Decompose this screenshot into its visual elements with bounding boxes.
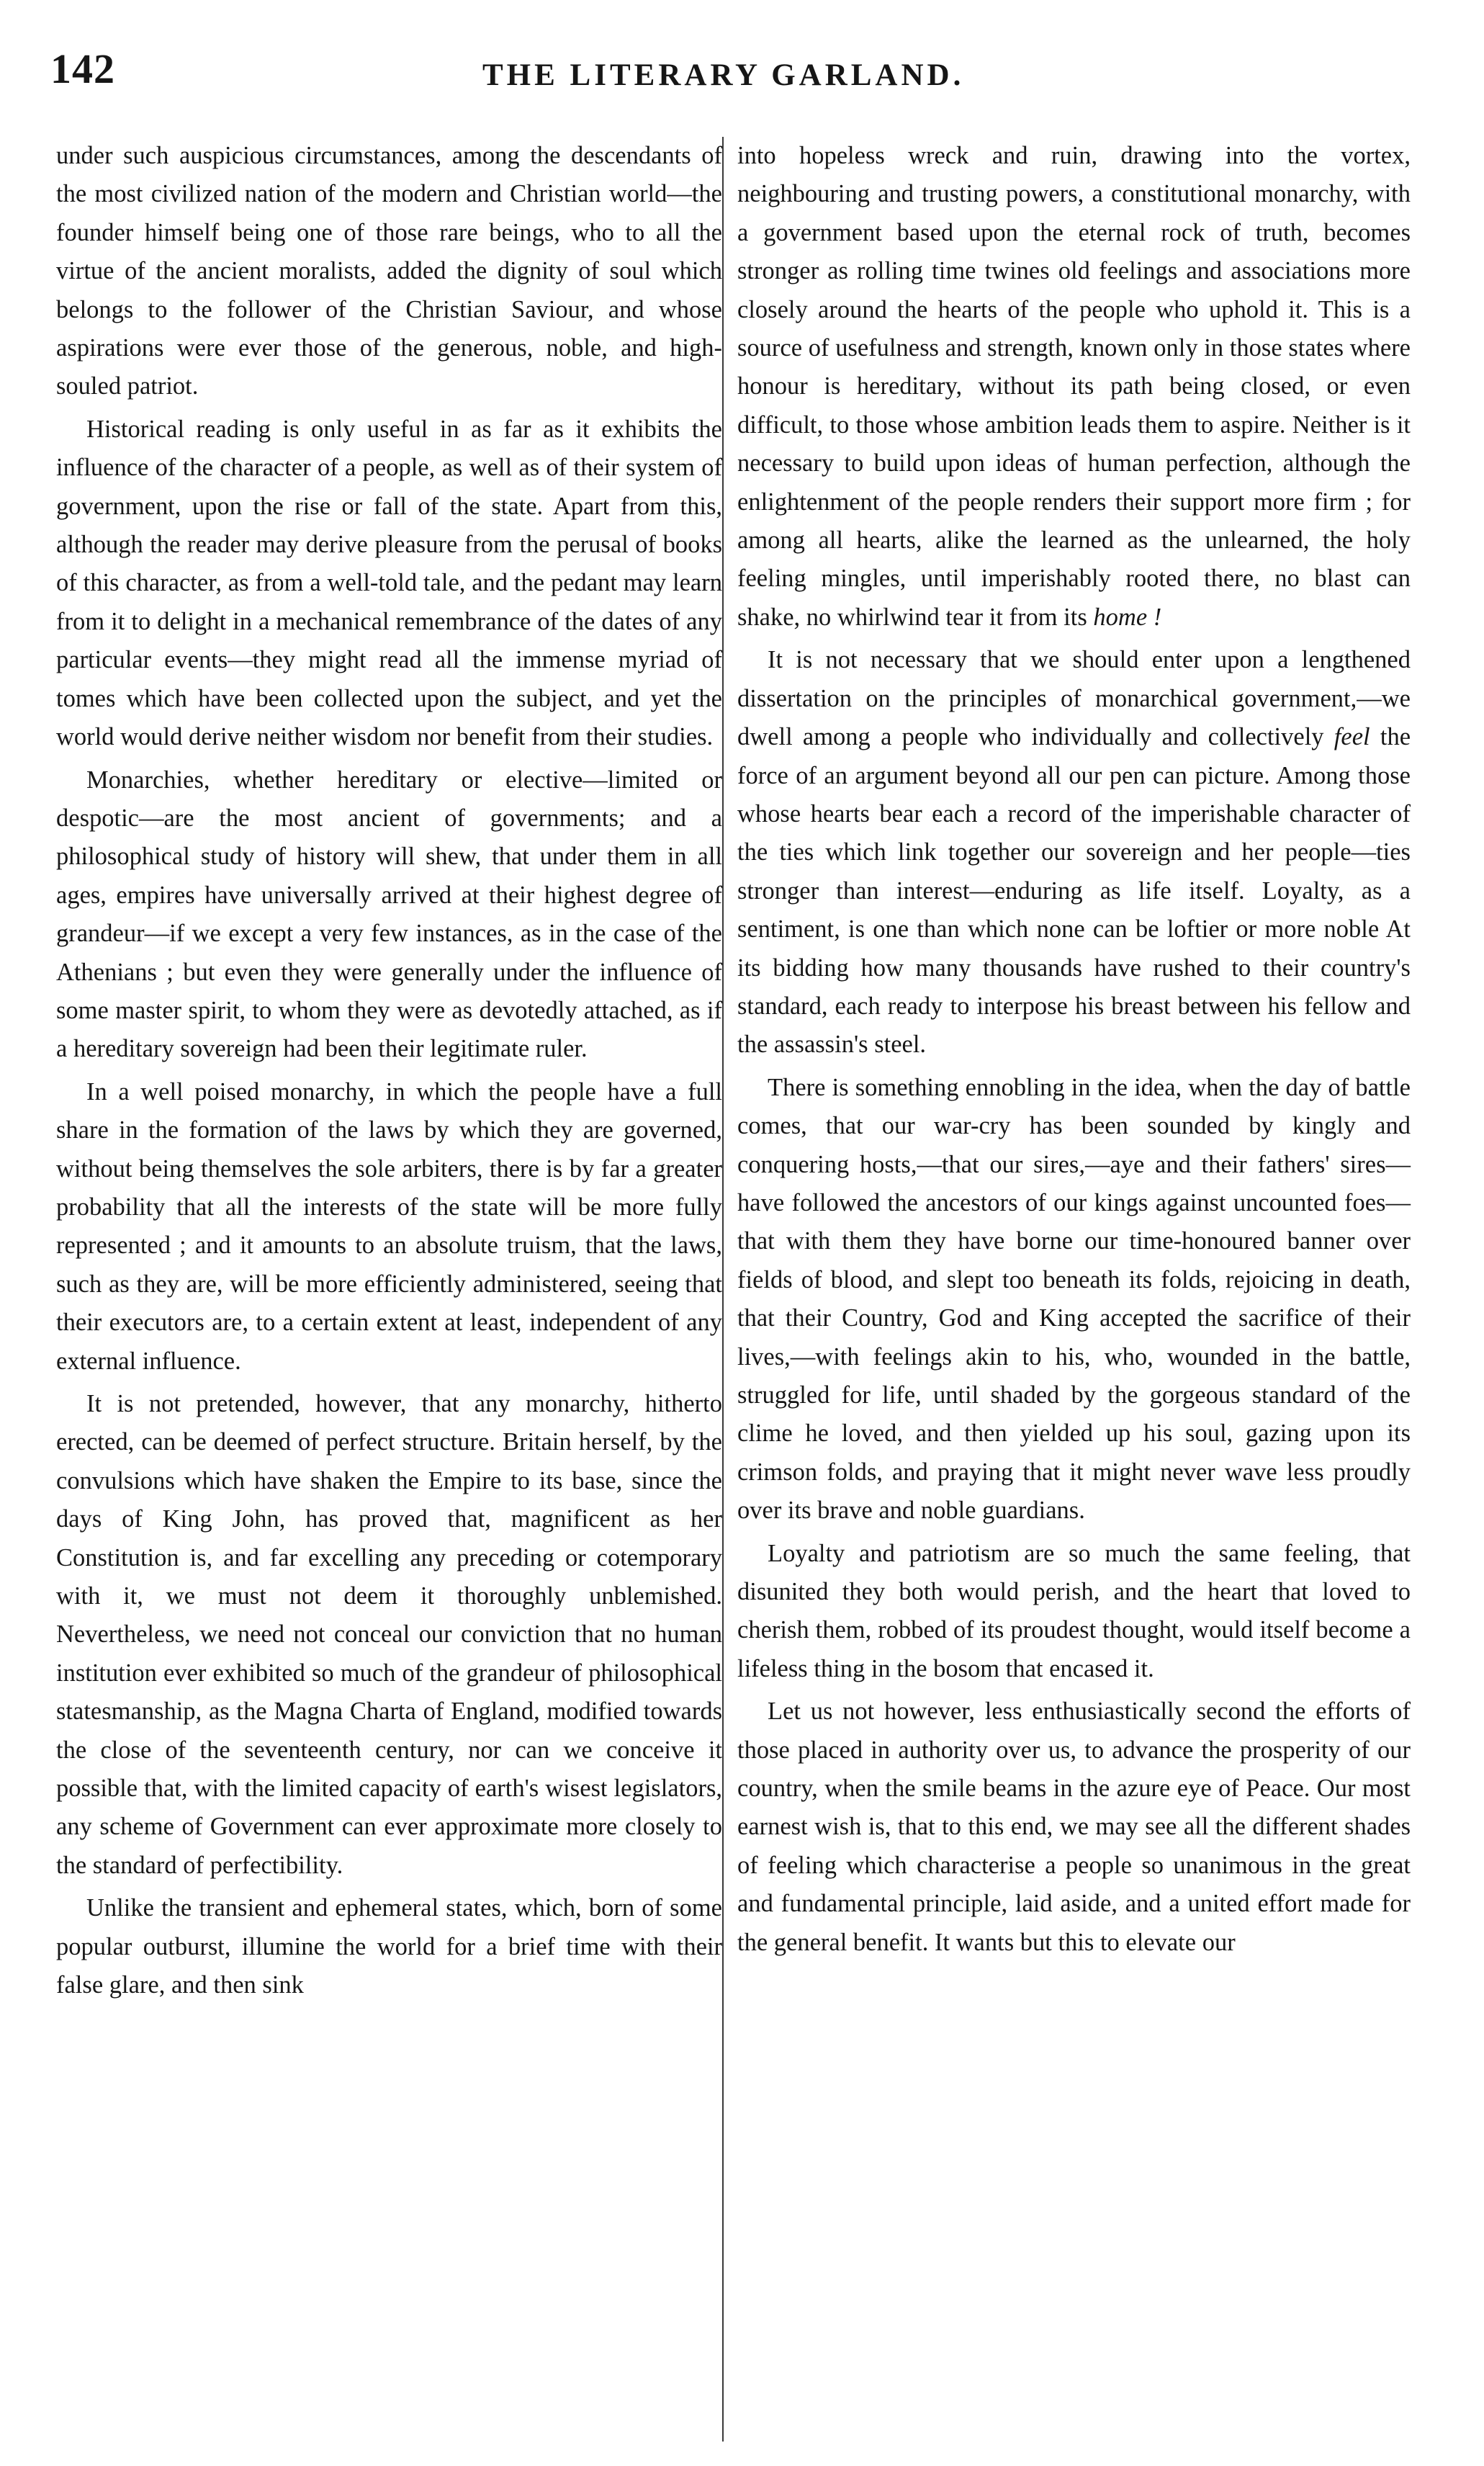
paragraph: Unlike the transient and ephemeral states, which, born of some popular outburst, illumine the world for a brief time with their false glare, and then sink bbox=[56, 1894, 722, 1999]
right-column bbox=[737, 137, 1411, 1962]
paragraph-text: into hopeless wreck and ruin, drawing into the vortex, neighbouring and trusting powers, a constitutional monarchy, with a government based upon the eternal rock of truth, becomes stronger as rolling time twines old feelings and associations more closely around the hearts of the people who uphold it. This is a source of usefulness and strength, known only in those states where honour is hereditary, without its path being closed, or even difficult, to those whose ambition leads them to aspire. Neither is it necessary to build upon ideas of human perfection, although the enlightenment of the people renders their support more firm ; for among all hearts, alike the learned as the unlearned, the holy feeling mingles, until imperishably rooted there, no blast can shake, no whirlwind tear it from its bbox=[737, 142, 1411, 631]
paragraph: Loyalty and patriotism are so much the same feeling, that disunited they both would perish, and the heart that loved to cherish them, robbed of its proudest thought, would itself become a lifeless thing in the bosom that encased it. bbox=[737, 1539, 1411, 1682]
left-column bbox=[56, 137, 722, 2005]
page-header bbox=[50, 45, 1426, 109]
paragraph: Monarchies, whether hereditary or elective—limited or despotic—are the most ancient of governments; and a philosophical study of history will shew, that under them in all ages, empires have universally arrived at their highest degree of grandeur—if we except a very few instances, as in the case of the Athenians ; but even they were generally under the influence of some master spirit, to whom they were as devotedly attached, as if a hereditary sovereign had been their legitimate ruler. bbox=[56, 766, 722, 1063]
column-divider bbox=[722, 137, 724, 2442]
paragraph: In a well poised monarchy, in which the people have a full share in the formation of the laws by which they are governed, without being themselves the sole arbiters, there is by far a greater probability that all the interests of the state will be more fully represented ; and it amounts to an absolute truism, that the laws, such as they are, will be more efficiently administered, seeing that their executors are, to a certain extent at least, independent of any external influence. bbox=[56, 1077, 722, 1375]
emphasis-text: feel bbox=[1334, 723, 1370, 751]
paragraph: Historical reading is only useful in as far as it exhibits the influence of the character of a people, as well as of their system of government, upon the rise or fall of the state. Apart from this, although the reader may derive pleasure from the perusal of books of this character, as from a well-told tale, and the pedant may learn from it to delight in a mechanical remembrance of the dates of any particular events—they might read all the immense myriad of tomes which have been collected upon the subject, and yet the world would derive neither wisdom nor benefit from their studies. bbox=[56, 415, 722, 751]
page-number: 142 bbox=[50, 45, 115, 92]
paragraph bbox=[737, 641, 1411, 1064]
paragraph: There is something ennobling in the idea, when the day of battle comes, that our war-cry has been sounded by kingly and conquering hosts,—that our sires,—aye and their fathers' sires—have followed the ancestors of our kings against uncounted foes—that with them they have borne our time-honoured banner over fields of blood, and slept too beneath its folds, rejoicing in death, that their Country, God and King accepted the sacrifice of their lives,—with feelings akin to his, who, wounded in the battle, struggled for life, until shaded by the gorgeous standard of the clime he loved, and then yielded up his soul, gazing upon its crimson folds, and praying that it might never wave less proudly over its brave and noble guardians. bbox=[737, 1073, 1411, 1525]
paragraph-continued: under such auspicious circumstances, among the descendants of the most civilized nation of the modern and Christian world—the founder himself being one of those rare beings, who to all the virtue of the ancient moralists, added the dignity of soul which belongs to the follower of the Christian Saviour, and whose aspirations were ever those of the generous, noble, and high-souled patriot. bbox=[56, 142, 722, 400]
paragraph: It is not pretended, however, that any monarchy, hitherto erected, can be deemed of perfect structure. Britain herself, by the convulsions which have shaken the Empire to its base, since the days of King John, has proved that, magnificent as her Constitution is, and far excelling any preceding or cotemporary with it, we must not deem it thoroughly unblemished. Nevertheless, we need not conceal our conviction that no human institution ever exhibited so much of the grandeur of philosophical statesmanship, as the Magna Charta of England, modified towards the close of the seventeenth century, nor can we conceive it possible that, with the limited capacity of earth's wisest legislators, any scheme of Government can ever approximate more closely to the standard of perfectibility. bbox=[56, 1390, 722, 1879]
paragraph-text: the force of an argument beyond all our pen can picture. Among those whose hearts bear each a record of the imperishable character of the ties which link together our sovereign and her people—ties stronger than interest—enduring as life itself. Loyalty, as a sentiment, is one than which none can be loftier or more noble At its bidding how many thousands have rushed to their country's standard, each ready to interpose his breast between his fellow and the assassin's steel. bbox=[737, 723, 1411, 1059]
emphasis-text: home ! bbox=[1093, 603, 1162, 631]
paragraph: Let us not however, less enthusiastically second the efforts of those placed in authority over us, to advance the prosperity of our country, when the smile beams in the azure eye of Peace. Our most earnest wish is, that to this end, we may see all the different shades of feeling which characterise a people so unanimous in the great and fundamental principle, laid aside, and a united effort made for the general benefit. It wants but this to elevate our bbox=[737, 1698, 1411, 1956]
running-title: THE LITERARY GARLAND. bbox=[482, 58, 965, 92]
paragraph-text: It is not necessary that we should enter upon a lengthened dissertation on the principles of monarchical government,—we dwell among a people who individually and collectively bbox=[737, 646, 1411, 751]
paragraph-continued bbox=[737, 137, 1411, 637]
